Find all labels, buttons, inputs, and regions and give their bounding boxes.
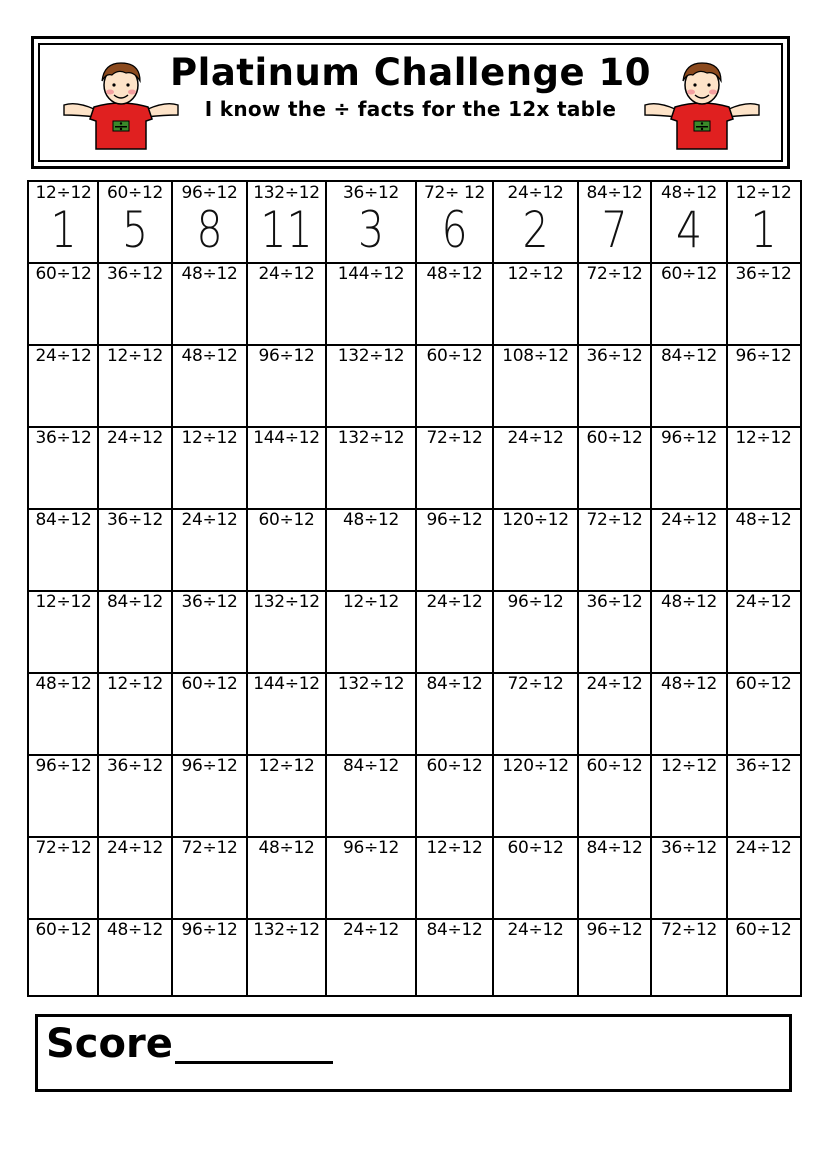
question-cell[interactable] (578, 263, 651, 345)
division-question: 12÷12 (106, 346, 163, 366)
question-cell[interactable] (727, 919, 800, 995)
question-cell[interactable] (416, 345, 493, 427)
question-cell[interactable] (727, 509, 800, 591)
division-question: 48÷12 (35, 674, 92, 694)
division-question: 60÷12 (426, 756, 483, 776)
division-question: 96÷12 (342, 838, 399, 858)
division-question: 12÷12 (342, 592, 399, 612)
division-question: 12÷12 (35, 183, 92, 203)
question-cell[interactable] (172, 919, 247, 995)
division-question: 144÷12 (253, 674, 320, 694)
question-cell[interactable] (651, 345, 727, 427)
question-cell[interactable] (247, 755, 326, 837)
question-cell[interactable] (326, 427, 416, 509)
question-cell[interactable] (326, 837, 416, 919)
worksheet-header (31, 36, 790, 169)
division-question: 24÷12 (507, 183, 564, 203)
question-cell[interactable] (172, 509, 247, 591)
division-question: 12÷12 (258, 756, 315, 776)
question-cell[interactable] (326, 919, 416, 995)
handwritten-answer: 2 (522, 201, 549, 259)
division-question: 60÷12 (181, 674, 238, 694)
division-question: 48÷12 (342, 510, 399, 530)
question-cell[interactable] (172, 837, 247, 919)
question-cell[interactable] (326, 509, 416, 591)
question-cell[interactable] (247, 427, 326, 509)
question-cell[interactable] (98, 345, 172, 427)
division-question: 12÷12 (35, 592, 92, 612)
division-question: 24÷12 (426, 592, 483, 612)
question-cell[interactable] (29, 673, 98, 755)
question-cell[interactable] (29, 182, 98, 263)
score-box (35, 1014, 792, 1092)
handwritten-answer: 4 (675, 201, 703, 259)
question-cell[interactable] (651, 427, 727, 509)
page-title: Platinum Challenge 10 (170, 51, 651, 94)
question-cell[interactable] (493, 591, 578, 673)
question-cell[interactable] (98, 755, 172, 837)
division-question: 24÷12 (586, 674, 643, 694)
division-question: 36÷12 (106, 756, 163, 776)
division-question: 36÷12 (586, 346, 643, 366)
question-cell[interactable] (29, 427, 98, 509)
question-cell[interactable] (247, 919, 326, 995)
score-label: Score (46, 1021, 173, 1067)
question-cell[interactable] (651, 673, 727, 755)
question-cell[interactable] (578, 427, 651, 509)
question-cell[interactable] (493, 509, 578, 591)
question-cell[interactable] (326, 345, 416, 427)
division-question: 72÷12 (507, 674, 564, 694)
question-cell[interactable] (172, 182, 247, 263)
question-cell[interactable] (172, 427, 247, 509)
division-question: 132÷12 (253, 920, 320, 940)
question-cell[interactable] (651, 509, 727, 591)
question-cell[interactable] (416, 182, 493, 263)
division-question: 72÷12 (586, 264, 643, 284)
division-question: 24÷12 (660, 510, 717, 530)
page-subtitle: I know the ÷ facts for the 12x table (204, 97, 617, 121)
question-cell[interactable] (247, 673, 326, 755)
question-cell[interactable] (416, 755, 493, 837)
question-cell[interactable] (493, 673, 578, 755)
division-question: 12÷12 (735, 183, 792, 203)
question-cell[interactable] (493, 919, 578, 995)
question-cell[interactable] (29, 755, 98, 837)
question-cell[interactable] (578, 182, 651, 263)
question-cell[interactable] (578, 345, 651, 427)
handwritten-answer: 1 (750, 201, 777, 259)
division-question: 96÷12 (35, 756, 92, 776)
division-question: 48÷12 (660, 183, 717, 203)
question-cell[interactable] (29, 919, 98, 995)
division-question: 72÷12 (586, 510, 643, 530)
handwritten-answer: 8 (196, 201, 223, 259)
division-question: 96÷12 (426, 510, 483, 530)
cartoon-boy-illustration (637, 57, 767, 157)
question-cell[interactable] (578, 509, 651, 591)
question-cell[interactable] (651, 837, 727, 919)
question-cell[interactable] (247, 263, 326, 345)
question-cell[interactable] (416, 591, 493, 673)
division-question: 24÷12 (507, 920, 564, 940)
division-question: 72÷12 (426, 428, 483, 448)
question-cell[interactable] (651, 755, 727, 837)
division-question: 24÷12 (735, 592, 792, 612)
division-question: 72÷12 (35, 838, 92, 858)
division-question: 132÷12 (337, 346, 405, 366)
question-cell[interactable] (98, 427, 172, 509)
question-cell[interactable] (416, 673, 493, 755)
question-cell[interactable] (493, 837, 578, 919)
division-question: 48÷12 (258, 838, 315, 858)
division-question: 72÷12 (181, 838, 238, 858)
division-question: 36÷12 (106, 264, 163, 284)
question-cell[interactable] (416, 919, 493, 995)
division-question: 84÷12 (660, 346, 717, 366)
handwritten-answer: 11 (260, 201, 313, 259)
question-cell[interactable] (326, 263, 416, 345)
division-question: 84÷12 (586, 838, 643, 858)
question-cell[interactable] (247, 345, 326, 427)
question-cell[interactable] (651, 182, 727, 263)
division-question: 36÷12 (106, 510, 163, 530)
division-question: 36÷12 (35, 428, 92, 448)
question-cell[interactable] (326, 673, 416, 755)
division-question: 24÷12 (258, 264, 315, 284)
question-cell[interactable] (98, 673, 172, 755)
division-question: 24÷12 (507, 428, 564, 448)
question-cell[interactable] (29, 591, 98, 673)
question-cell[interactable] (172, 755, 247, 837)
division-question: 12÷12 (181, 428, 238, 448)
division-question: 60÷12 (258, 510, 315, 530)
question-cell[interactable] (416, 837, 493, 919)
question-cell[interactable] (578, 673, 651, 755)
question-cell[interactable] (727, 427, 800, 509)
division-question: 84÷12 (586, 183, 643, 203)
division-question: 48÷12 (106, 920, 163, 940)
division-question: 144÷12 (253, 428, 320, 448)
question-cell[interactable] (578, 919, 651, 995)
header-frame (38, 43, 783, 162)
division-question: 132÷12 (253, 183, 320, 203)
question-cell[interactable] (98, 263, 172, 345)
division-question: 96÷12 (181, 920, 238, 940)
question-cell[interactable] (493, 755, 578, 837)
division-question: 60÷12 (35, 920, 92, 940)
division-question: 12÷12 (660, 756, 717, 776)
division-question: 60÷12 (35, 264, 92, 284)
question-cell[interactable] (247, 837, 326, 919)
division-question: 24÷12 (106, 428, 163, 448)
division-question: 60÷12 (660, 264, 717, 284)
question-cell[interactable] (727, 591, 800, 673)
question-cell[interactable] (326, 591, 416, 673)
question-cell[interactable] (416, 427, 493, 509)
division-question: 48÷12 (426, 264, 483, 284)
question-cell[interactable] (416, 509, 493, 591)
division-question: 72÷12 (660, 920, 717, 940)
question-cell[interactable] (578, 591, 651, 673)
question-cell[interactable] (98, 509, 172, 591)
division-question: 60÷12 (586, 428, 643, 448)
division-question: 60÷12 (426, 346, 483, 366)
division-question: 84÷12 (426, 674, 483, 694)
handwritten-answer: 3 (357, 201, 385, 259)
division-question: 12÷12 (735, 428, 792, 448)
question-cell[interactable] (172, 263, 247, 345)
question-cell[interactable] (651, 919, 727, 995)
division-question: 96÷12 (660, 428, 717, 448)
division-question: 12÷12 (507, 264, 564, 284)
division-question: 96÷12 (181, 756, 238, 776)
division-question: 24÷12 (342, 920, 399, 940)
division-question: 48÷12 (181, 346, 238, 366)
division-question: 84÷12 (35, 510, 92, 530)
division-question: 96÷12 (181, 183, 238, 203)
handwritten-answer: 5 (121, 201, 149, 259)
division-question: 24÷12 (735, 838, 792, 858)
question-cell[interactable] (326, 755, 416, 837)
question-cell[interactable] (651, 263, 727, 345)
question-cell[interactable] (247, 509, 326, 591)
handwritten-answer: 6 (441, 201, 468, 259)
question-cell[interactable] (98, 919, 172, 995)
question-cell[interactable] (578, 755, 651, 837)
division-question: 132÷12 (253, 592, 320, 612)
division-question: 132÷12 (337, 674, 405, 694)
question-cell[interactable] (29, 509, 98, 591)
question-cell[interactable] (29, 263, 98, 345)
division-question: 84÷12 (106, 592, 163, 612)
division-question: 96÷12 (258, 346, 315, 366)
division-question: 96÷12 (735, 346, 792, 366)
division-question: 72÷ 12 (423, 183, 486, 203)
question-cell[interactable] (326, 182, 416, 263)
question-cell[interactable] (651, 591, 727, 673)
question-cell[interactable] (98, 591, 172, 673)
question-cell[interactable] (493, 427, 578, 509)
question-cell[interactable] (172, 591, 247, 673)
question-cell[interactable] (493, 182, 578, 263)
division-question: 132÷12 (337, 428, 405, 448)
question-cell[interactable] (727, 345, 800, 427)
division-question: 36÷12 (735, 756, 792, 776)
division-question: 60÷12 (586, 756, 643, 776)
question-cell[interactable] (493, 263, 578, 345)
division-question: 108÷12 (502, 346, 569, 366)
handwritten-answer: 7 (601, 201, 628, 259)
division-question: 48÷12 (660, 674, 717, 694)
score-answer-line[interactable] (175, 1061, 333, 1064)
division-question: 36÷12 (181, 592, 238, 612)
division-question: 48÷12 (660, 592, 717, 612)
division-question: 96÷12 (507, 592, 564, 612)
division-question: 60÷12 (735, 920, 792, 940)
division-question: 60÷12 (106, 183, 163, 203)
division-question: 60÷12 (735, 674, 792, 694)
question-cell[interactable] (98, 837, 172, 919)
division-question: 48÷12 (181, 264, 238, 284)
handwritten-answer: 1 (50, 201, 77, 259)
division-question: 36÷12 (586, 592, 643, 612)
question-cell[interactable] (98, 182, 172, 263)
division-facts-grid (27, 180, 802, 997)
division-question: 36÷12 (735, 264, 792, 284)
division-question: 120÷12 (502, 756, 569, 776)
question-cell[interactable] (29, 837, 98, 919)
question-cell[interactable] (493, 345, 578, 427)
question-cell[interactable] (578, 837, 651, 919)
question-cell[interactable] (727, 182, 800, 263)
division-question: 60÷12 (507, 838, 564, 858)
division-question: 24÷12 (181, 510, 238, 530)
division-question: 36÷12 (342, 183, 399, 203)
question-cell[interactable] (727, 837, 800, 919)
question-cell[interactable] (172, 345, 247, 427)
question-cell[interactable] (727, 263, 800, 345)
question-cell[interactable] (247, 591, 326, 673)
question-cell[interactable] (172, 673, 247, 755)
question-cell[interactable] (29, 345, 98, 427)
division-question: 48÷12 (735, 510, 792, 530)
division-question: 36÷12 (660, 838, 717, 858)
division-question: 24÷12 (35, 346, 92, 366)
division-question: 12÷12 (426, 838, 483, 858)
division-question: 120÷12 (502, 510, 569, 530)
question-cell[interactable] (727, 755, 800, 837)
division-question: 24÷12 (106, 838, 163, 858)
question-cell[interactable] (247, 182, 326, 263)
division-question: 144÷12 (337, 264, 405, 284)
question-cell[interactable] (727, 673, 800, 755)
question-cell[interactable] (416, 263, 493, 345)
division-question: 96÷12 (586, 920, 643, 940)
division-question: 12÷12 (106, 674, 163, 694)
division-question: 84÷12 (342, 756, 399, 776)
division-question: 84÷12 (426, 920, 483, 940)
